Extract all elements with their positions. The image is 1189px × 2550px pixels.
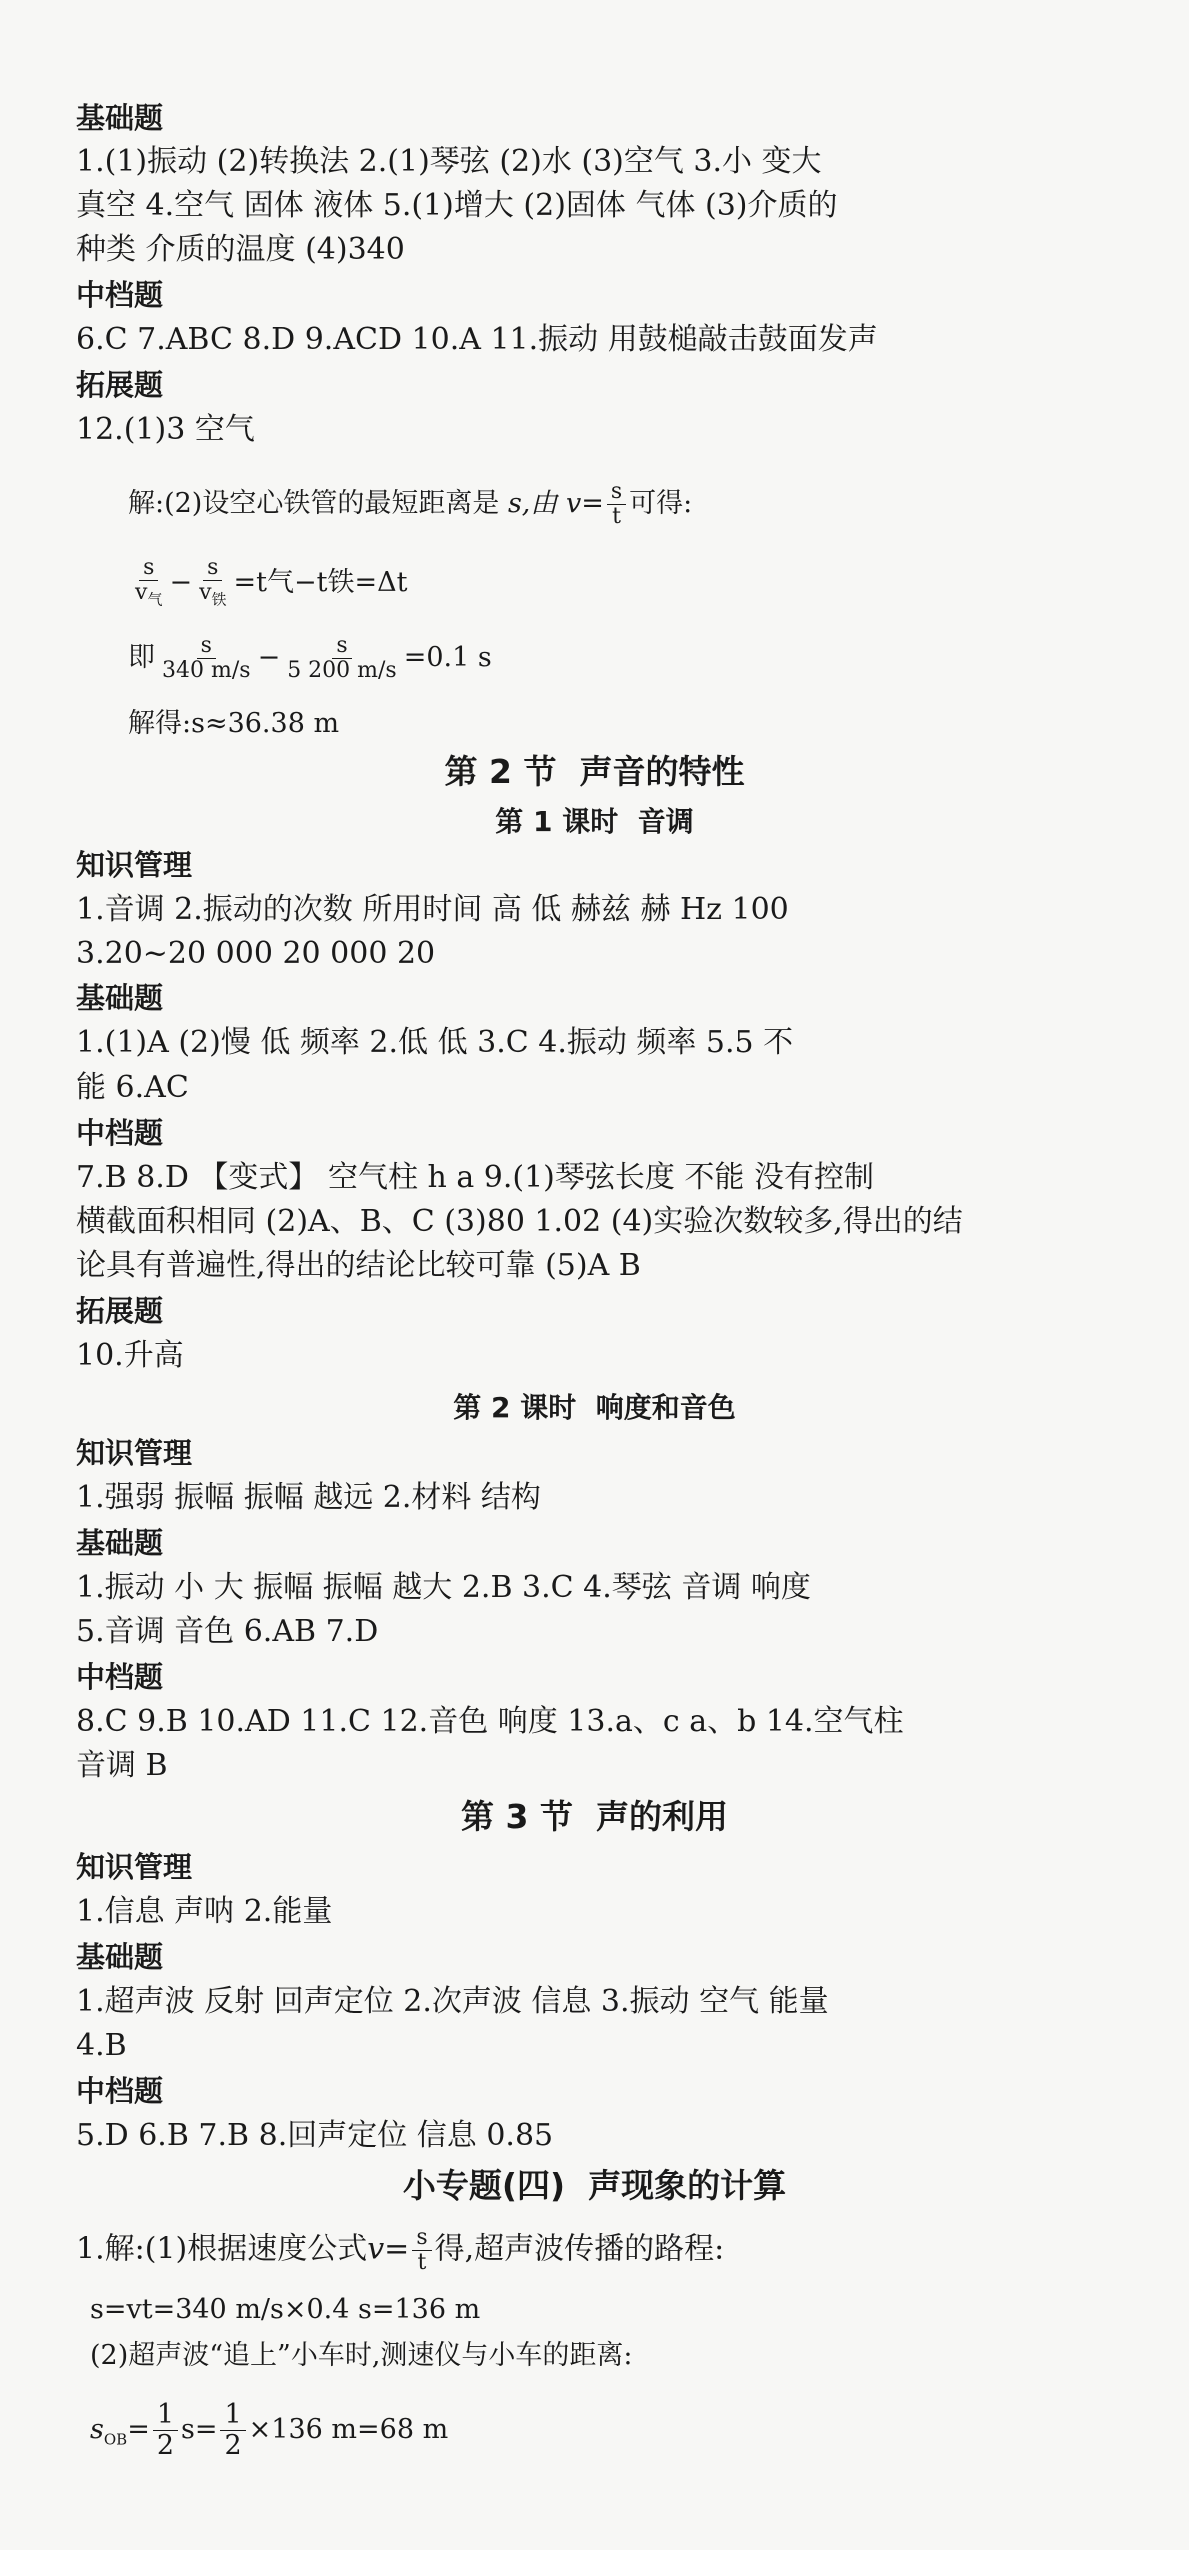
knowledge-heading: 知识管理	[76, 848, 193, 882]
solution-line	[76, 2226, 724, 2275]
mid-heading: 中档题	[76, 278, 164, 312]
mid-heading: 中档题	[76, 1116, 164, 1150]
basic-heading: 基础题	[76, 1526, 164, 1560]
answer-line: 3.20~20 000 20 000 20	[76, 936, 436, 971]
answer-line: 真空 4.空气 固体 液体 5.(1)增大 (2)固体 气体 (3)介质的	[76, 188, 838, 223]
answer-line: 5.音调 音色 6.AB 7.D	[76, 1614, 379, 1649]
answer-line: 8.C 9.B 10.AD 11.C 12.音色 响度 13.a、c a、b 14.空气柱	[76, 1704, 904, 1739]
variable: v=	[565, 488, 604, 519]
ext-heading: 拓展题	[76, 1294, 164, 1328]
fraction	[220, 2400, 245, 2461]
denominator: 340 m/s	[162, 658, 251, 683]
answer-line: 7.B 8.D 【变式】 空气柱 h a 9.(1)琴弦长度 不能 没有控制	[76, 1160, 874, 1195]
answer-line: 能 6.AC	[76, 1070, 189, 1105]
denominator: $v_铁$	[199, 580, 227, 609]
lesson-title: 第 2 课时 响度和音色	[453, 1391, 736, 1424]
numerator: s	[139, 556, 158, 581]
variable: s,由	[507, 488, 558, 519]
answer-line: 4.B	[76, 2028, 127, 2063]
denominator: $v_气$	[135, 580, 163, 609]
solution-text: 得,超声波传播的路程:	[434, 2231, 725, 2267]
formula-text: s=	[181, 2414, 218, 2445]
answer-line: 1.强弱 振幅 振幅 越远 2.材料 结构	[76, 1480, 541, 1515]
answer-line: 1.(1)A (2)慢 低 频率 2.低 低 3.C 4.振动 频率 5.5 不	[76, 1025, 794, 1060]
formula-line	[90, 2400, 448, 2461]
basic-heading: 基础题	[76, 1940, 164, 1974]
variable: v=	[367, 2231, 410, 2267]
knowledge-heading: 知识管理	[76, 1850, 193, 1884]
denominator: 2	[224, 2430, 242, 2461]
fraction	[158, 634, 255, 683]
numerator: s	[607, 480, 626, 505]
fraction	[283, 634, 401, 683]
answer-line: 5.D 6.B 7.B 8.回声定位 信息 0.85	[76, 2118, 554, 2153]
fraction	[153, 2400, 178, 2461]
numerator: 1	[220, 2400, 245, 2431]
mid-heading: 中档题	[76, 1660, 164, 1694]
fraction	[195, 556, 230, 611]
minus-sign: −	[169, 567, 193, 599]
answer-line: 音调 B	[76, 1748, 168, 1783]
answer-line: 1.音调 2.振动的次数 所用时间 高 低 赫兹 赫 Hz 100	[76, 892, 789, 927]
answer-line: 论具有普遍性,得出的结论比较可靠 (5)A B	[76, 1248, 641, 1283]
formula-tail: =0.1 s	[403, 642, 492, 673]
solution-text: 可得:	[629, 488, 693, 519]
solution-line: (2)超声波“追上”小车时,测速仪与小车的距离:	[90, 2340, 633, 2371]
section-title: 第 2 节 声音的特性	[444, 752, 745, 791]
section-title: 第 3 节 声的利用	[461, 1797, 728, 1836]
formula-line: s=vt=340 m/s×0.4 s=136 m	[90, 2294, 481, 2325]
numerator: s	[412, 2226, 431, 2251]
fraction	[607, 480, 626, 529]
formula-line	[128, 634, 492, 683]
formula-tail: =t气−t铁=Δt	[233, 567, 408, 599]
answer-line: 1.(1)振动 (2)转换法 2.(1)琴弦 (2)水 (3)空气 3.小 变大	[76, 144, 822, 179]
answer-line: 1.信息 声呐 2.能量	[76, 1894, 333, 1929]
minus-sign: −	[257, 642, 281, 673]
mid-heading: 中档题	[76, 2074, 164, 2108]
subscript: OB	[103, 2430, 128, 2449]
lesson-title: 第 1 课时 音调	[495, 805, 694, 838]
fraction	[131, 556, 166, 611]
formula-line	[128, 556, 407, 611]
numerator: s	[332, 634, 351, 659]
denominator: t	[417, 2250, 427, 2275]
answer-line: 12.(1)3 空气	[76, 412, 255, 447]
answer-line: 种类 介质的温度 (4)340	[76, 232, 405, 267]
numerator: s	[203, 556, 222, 581]
knowledge-heading: 知识管理	[76, 1436, 193, 1470]
ji-label: 即	[128, 642, 155, 673]
solution-text: 1.解:(1)根据速度公式	[76, 2231, 368, 2267]
basic-heading: 基础题	[76, 101, 164, 135]
answer-line: 10.升高	[76, 1338, 184, 1373]
solution-text: 解:(2)设空心铁管的最短距离是	[128, 488, 500, 519]
answer-line: 1.超声波 反射 回声定位 2.次声波 信息 3.振动 空气 能量	[76, 1984, 829, 2019]
basic-heading: 基础题	[76, 981, 164, 1015]
denominator: 5 200 m/s	[287, 658, 397, 683]
ext-heading: 拓展题	[76, 368, 164, 402]
numerator: 1	[153, 2400, 178, 2431]
fraction	[412, 2226, 431, 2275]
formula-text: ×136 m=68 m	[248, 2414, 449, 2445]
answer-line: 6.C 7.ABC 8.D 9.ACD 10.A 11.振动 用鼓槌敲击鼓面发声	[76, 322, 878, 357]
answer-line: 横截面积相同 (2)A、B、C (3)80 1.02 (4)实验次数较多,得出的结	[76, 1204, 963, 1239]
variable: s	[90, 2414, 104, 2445]
denominator: t	[612, 504, 621, 529]
numerator: s	[197, 634, 216, 659]
solution-line	[128, 480, 692, 529]
section-title: 小专题(四) 声现象的计算	[402, 2166, 787, 2205]
equals-sign: =	[127, 2414, 150, 2445]
denominator: 2	[156, 2430, 174, 2461]
answer-line: 1.振动 小 大 振幅 振幅 越大 2.B 3.C 4.琴弦 音调 响度	[76, 1570, 811, 1605]
solution-result: 解得:s≈36.38 m	[128, 708, 340, 739]
